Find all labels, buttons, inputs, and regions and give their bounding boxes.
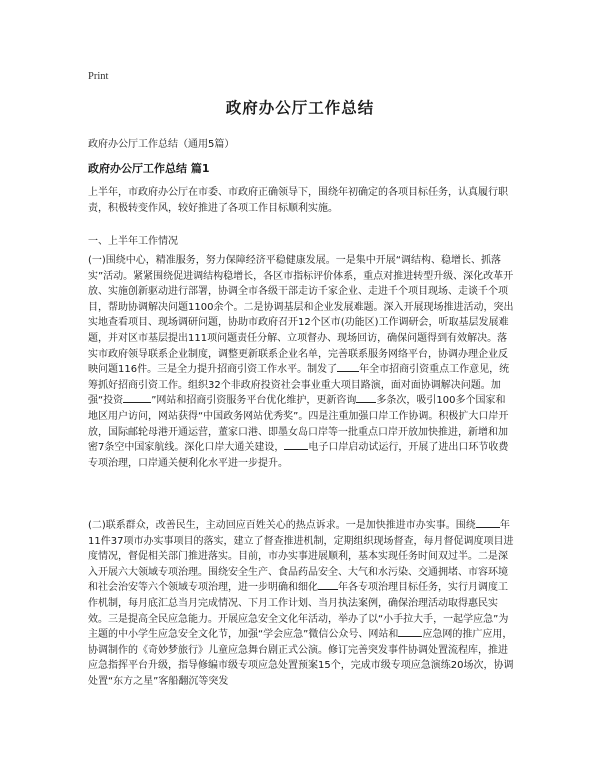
print-label[interactable]: Print: [88, 71, 109, 82]
paragraph-text: (一)围绕中心，精准服务，努力保障经济平稳健康发展。一是集中开展“调结构、稳增长、抓落实”活动。紧紧围绕促进调结构稳增长，各区市指标评价体系，重点对推进转型升级、深化改革开放、实施创新驱动进行部署，协调全市各级干部走访千家企业、走进千个项目现场、走谈千个项目，帮助协调解决问题1100余个。二是协调基层和企业发展难题。深入开展现场推进活动，突出实地查看项目、现场调研问题，协助市政府召开12个区市(功能区)工作调研会，听取基层发展难题，并对区市基层提出111项问题责任分解、立项督办、现场回访，确保问题得到有效解决。落实市政府领导联系企业制度，调整更新联系企业名单，完善联系服务网络平台，协调办理企业反映问题116件。三是全力提升招商引资工作水平。制发了: [88, 255, 514, 376]
fill-blank: [123, 393, 151, 403]
paragraph-text: 年全市招商引资重点工作意见，统筹抓好招商引资工作。组织32个非政府投资社会事业重大项目路演，面对面协调解决问题。加强“投资: [88, 364, 510, 407]
paragraph-text: 电子口岸启动试运行，开展了进出口环节收费专项治理，口岸通关便利化水平进一步提升。: [88, 442, 509, 469]
paragraph-text: 年11件37项市办实事项目的落实，建立了督查推进机制，定期组织现场督查，每月督促调度项目进度情况，督促相关部门推进落实。目前，市办实事进展顺利，基本实现任务时间双过半。二是深入开展六大领域专项治理。围绕安全生产、食品药品安全、大气和水污染、交通拥堵、市容环境和社会治安等六个领域专项治理，进一步明确和细化: [88, 520, 514, 594]
paragraph-text: 多条次，吸引100多个国家和地区用户访问，网站获得“中国政务网站优秀奖”。四是注重加强口岸工作协调。积极扩大口岸开放，国际邮轮母港开通运营，董家口港、即墨女岛口岸等一批重点口岸开放加快推进，新增和加密7条空中国家航线。深化口岸大通关建设，: [88, 395, 509, 454]
section-heading: 政府办公厅工作总结 篇1: [88, 162, 210, 175]
fill-blank: [398, 627, 422, 637]
paragraph-text: ”网站和招商引资服务平台优化维护，更新咨询: [151, 395, 357, 407]
paragraph-text: (二)联系群众，改善民生，主动回应百姓关心的热点诉求。一是加快推进市办实事。围绕: [88, 520, 476, 531]
part-heading: 一、上半年工作情况: [88, 236, 178, 247]
fill-blank: [284, 440, 308, 450]
page-title: 政府办公厅工作总结: [225, 99, 375, 117]
paragraph-text: 应急网的推广应用，协调制作的《奇妙梦旅行》儿童应急舞台剧正式公演。修订完善突发事件协调处置流程库，推进应急指挥平台升级，指导修编市级专项应急处置预案15个，完成市级专项应急演练20场次，协调处置“东方之星”客船翻沉等突发: [88, 629, 514, 687]
fill-blank: [476, 518, 500, 528]
document-subtitle: 政府办公厅工作总结（通用5篇）: [88, 139, 235, 150]
body-paragraph-2: [88, 518, 514, 773]
body-paragraph-1: [88, 253, 514, 489]
fill-blank: [337, 362, 359, 372]
paragraph-text: 年各专项治理目标任务，实行月调度工作机制，每月底汇总当月完成情况、下月工作计划、当月执法案例，确保治理活动取得惠民实效。三是提高全民应急能力。开展应急安全文化年活动，举办了以“小手拉大手，一起学应急”为主题的中小学生应急安全文化节，加强“学会应急”微信公众号、网站和: [88, 582, 509, 641]
fill-blank: [356, 393, 376, 403]
fill-blank: [318, 580, 338, 590]
intro-paragraph: 上半年，市政府办公厅在市委、市政府正确领导下，围绕年初确定的各项目标任务，认真履行职责，积极转变作风，较好推进了各项工作目标顺利实施。: [88, 187, 508, 214]
